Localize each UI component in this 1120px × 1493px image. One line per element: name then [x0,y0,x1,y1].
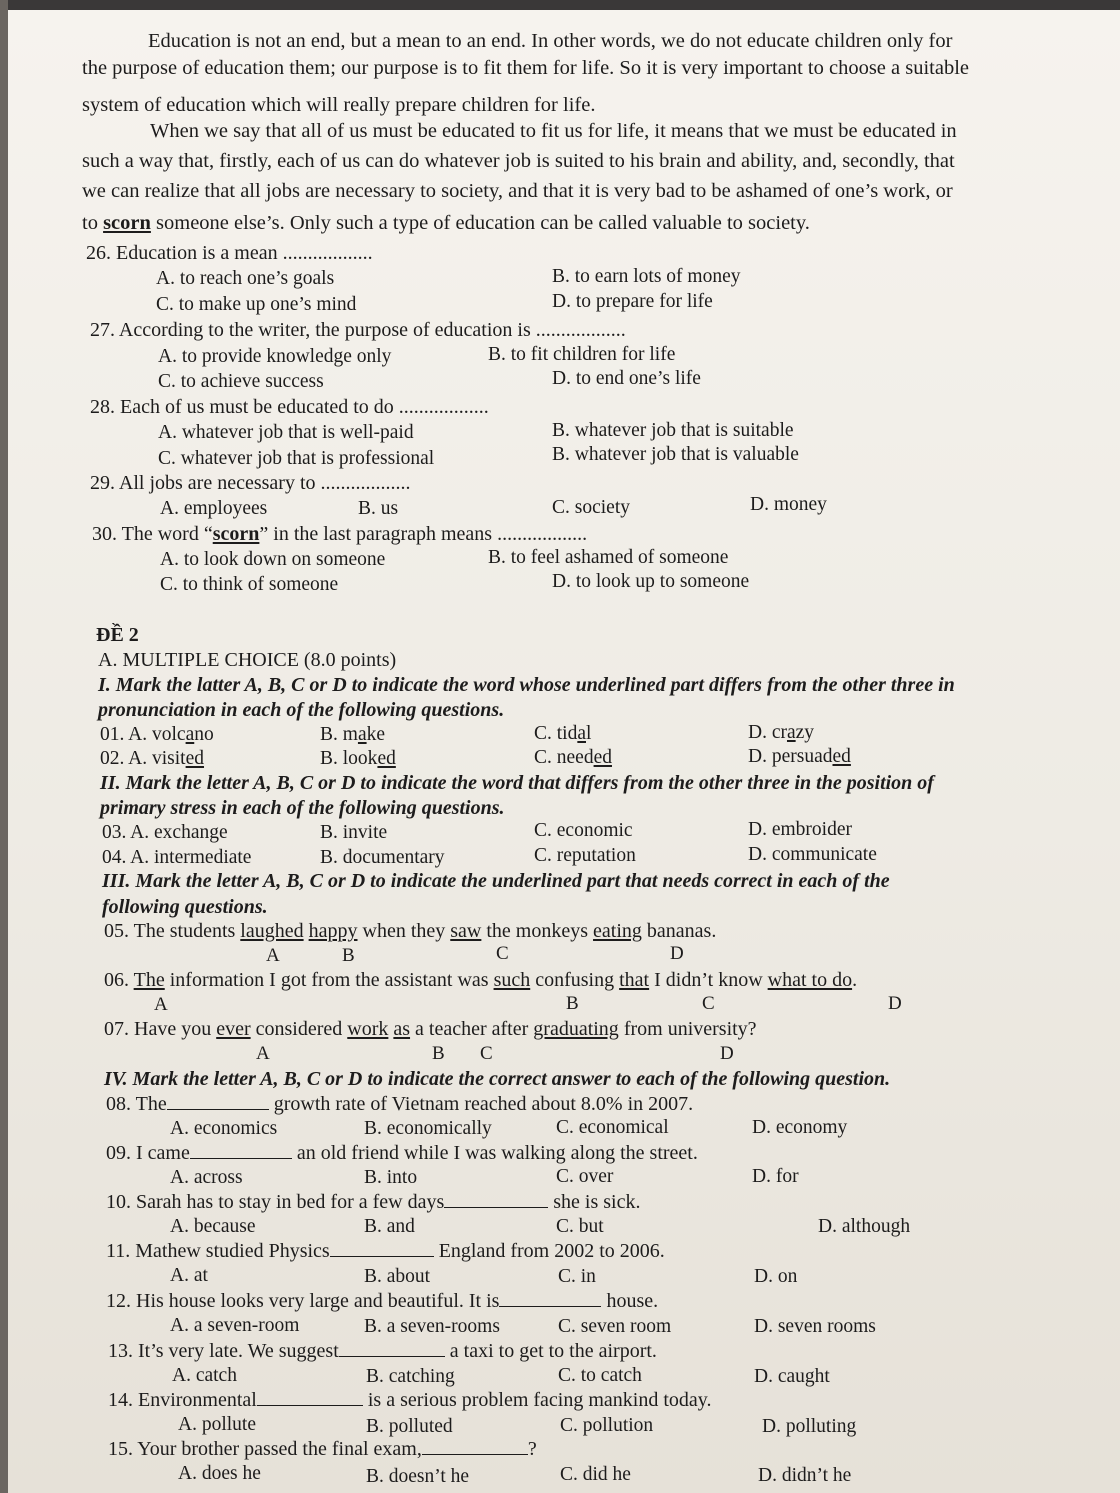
option-b: B. doesn’t he [366,1466,470,1487]
option-a: A. catch [172,1365,237,1386]
option-a: A. whatever job that is well-paid [158,422,414,443]
option-d: D. although [818,1216,911,1237]
option-b: B. and [364,1216,415,1237]
option-c: C. society [552,497,630,518]
underline-letter: C [480,1043,493,1064]
option-c: C. in [558,1266,596,1287]
passage-line: we can realize that all jobs are necessary to society, and that it is very bad to be ashamed of one’s work, or [82,180,953,202]
option-a: A. employees [160,498,268,519]
passage-line: When we say that all of us must be educated to fit us for life, it means that we must be educated in [150,120,957,142]
underline-letter: D [670,943,684,964]
question-stem: 28. Each of us must be educated to do .................. [90,396,489,418]
option-d: D. money [750,494,827,515]
question-stem: 30. The word “scorn” in the last paragraph means .................. [92,523,588,545]
option-a: A. does he [178,1463,261,1484]
q02-option-a: 02. A. visited [100,748,205,769]
q02-option-b: B. looked [320,748,396,769]
option-d: D. didn’t he [758,1465,852,1486]
option-c: C. over [556,1166,614,1187]
section-subtitle: A. MULTIPLE CHOICE (8.0 points) [98,649,397,671]
question-stem: 27. According to the writer, the purpose of education is .................. [90,319,626,341]
option-c: C. did he [560,1464,631,1485]
underline-letter: B [566,993,579,1014]
option-d: D. communicate [748,844,877,865]
underline-letter: A [256,1043,270,1064]
option-a: A. pollute [178,1414,256,1435]
dark-border-left [0,0,8,1493]
option-d: D. to prepare for life [552,291,713,312]
option-a: 03. A. exchange [102,822,228,843]
option-d: D. for [752,1166,799,1187]
option-b: B. economically [364,1118,492,1139]
option-a: A. to look down on someone [160,549,386,570]
option-c: C. economic [534,820,633,841]
option-a: A. across [170,1167,243,1188]
underline-letter: A [154,994,168,1015]
option-a: A. to reach one’s goals [156,268,335,289]
option-b: B. whatever job that is suitable [552,420,794,441]
scorn-word: scorn [212,523,260,545]
option-b: B. about [364,1266,431,1287]
option-b: B. to feel ashamed of someone [488,547,729,568]
passage-line: to scorn someone else’s. Only such a type of education can be called valuable to society. [82,212,810,234]
option-a: A. at [170,1265,208,1286]
q01-option-c: C. tidal [534,723,592,744]
underline-letter: C [496,943,509,964]
option-c: C. pollution [560,1415,654,1436]
q02-option-d: D. persuaded [748,746,851,767]
option-d: D. on [754,1266,798,1287]
option-c: C. reputation [534,845,636,866]
passage-line: such a way that, firstly, each of us can do whatever job is suited to his brain and ability, and, secondly, that [82,150,955,172]
option-d: D. to end one’s life [552,368,701,389]
instruction-line: IV. Mark the letter A, B, C or D to indicate the correct answer to each of the following question. [104,1068,891,1090]
instruction-line: II. Mark the letter A, B, C or D to indicate the word that differs from the other three in the position of [100,772,934,794]
option-d: D. seven rooms [754,1316,876,1337]
option-c: C. whatever job that is professional [158,448,435,469]
option-c: C. to achieve success [158,371,324,392]
underline-letter: D [888,993,902,1014]
q01-option-d: D. crazy [748,722,815,743]
q06-sentence: 06. The information I got from the assistant was such confusing that I didn’t know what to do. [104,969,858,991]
section-title: ĐỀ 2 [96,624,139,646]
q12-stem: 12. His house looks very large and beautiful. It is house. [106,1290,659,1312]
q15-stem: 15. Your brother passed the final exam, ? [108,1438,537,1460]
underline-letter: B [342,945,355,966]
option-a: A. to provide knowledge only [158,346,392,367]
q07-sentence: 07. Have you ever considered work as a teacher after graduating from university? [104,1018,757,1040]
exam-page [8,10,1120,1493]
option-c: C. economical [556,1117,669,1138]
instruction-line: primary stress in each of the following questions. [100,797,505,819]
scorn-word: scorn [103,212,151,234]
passage-line: the purpose of education them; our purpose is to fit them for life. So it is very important to choose a suitable [82,57,970,79]
question-stem: 29. All jobs are necessary to .................. [90,472,411,494]
passage-line: system of education which will really prepare children for life. [82,94,596,116]
q01-option-b: B. make [320,724,385,745]
instruction-line: following questions. [102,896,268,918]
option-a: A. a seven-room [170,1315,300,1336]
option-d: D. caught [754,1366,830,1387]
q01-option-a: 01. A. volcano [100,724,214,745]
instruction-line: III. Mark the letter A, B, C or D to indicate the underlined part that needs correct in each of the [102,870,890,892]
underline-letter: B [432,1043,445,1064]
q10-stem: 10. Sarah has to stay in bed for a few days she is sick. [106,1191,641,1213]
option-c: C. but [556,1216,604,1237]
option-a: 04. A. intermediate [102,847,252,868]
option-b: B. catching [366,1366,455,1387]
q13-stem: 13. It’s very late. We suggest a taxi to get to the airport. [108,1340,657,1362]
option-c: C. to think of someone [160,574,339,595]
option-b: B. a seven-rooms [364,1316,500,1337]
question-stem: 26. Education is a mean .................. [86,242,373,264]
option-d: B. whatever job that is valuable [552,444,799,465]
option-a: A. economics [170,1118,278,1139]
option-d: D. to look up to someone [552,571,750,592]
underline-letter: C [702,993,715,1014]
q14-stem: 14. Environmental is a serious problem facing mankind today. [108,1389,712,1411]
option-b: B. documentary [320,847,445,868]
option-b: B. to fit children for life [488,344,676,365]
option-c: C. to make up one’s mind [156,294,357,315]
option-b: B. polluted [366,1416,453,1437]
q02-option-c: C. needed [534,747,612,768]
q08-stem: 08. The growth rate of Vietnam reached about 8.0% in 2007. [106,1093,694,1115]
option-b: B. invite [320,822,388,843]
underline-letter: A [266,945,280,966]
option-a: A. because [170,1216,256,1237]
option-c: C. seven room [558,1316,672,1337]
option-d: D. embroider [748,819,852,840]
option-b: B. to earn lots of money [552,266,741,287]
option-d: D. economy [752,1117,848,1138]
q05-sentence: 05. The students laughed happy when they saw the monkeys eating bananas. [104,920,717,942]
option-b: B. into [364,1167,418,1188]
passage-line: Education is not an end, but a mean to an end. In other words, we do not educate children only for [148,30,953,52]
instruction-line: I. Mark the latter A, B, C or D to indicate the word whose underlined part differs from the other three in [98,674,955,696]
instruction-line: pronunciation in each of the following questions. [98,699,505,721]
option-b: B. us [358,498,399,519]
option-d: D. polluting [762,1416,857,1437]
underline-letter: D [720,1043,734,1064]
q09-stem: 09. I came an old friend while I was walking along the street. [106,1142,698,1164]
q11-stem: 11. Mathew studied Physics England from 2002 to 2006. [106,1240,665,1262]
option-c: C. to catch [558,1365,642,1386]
